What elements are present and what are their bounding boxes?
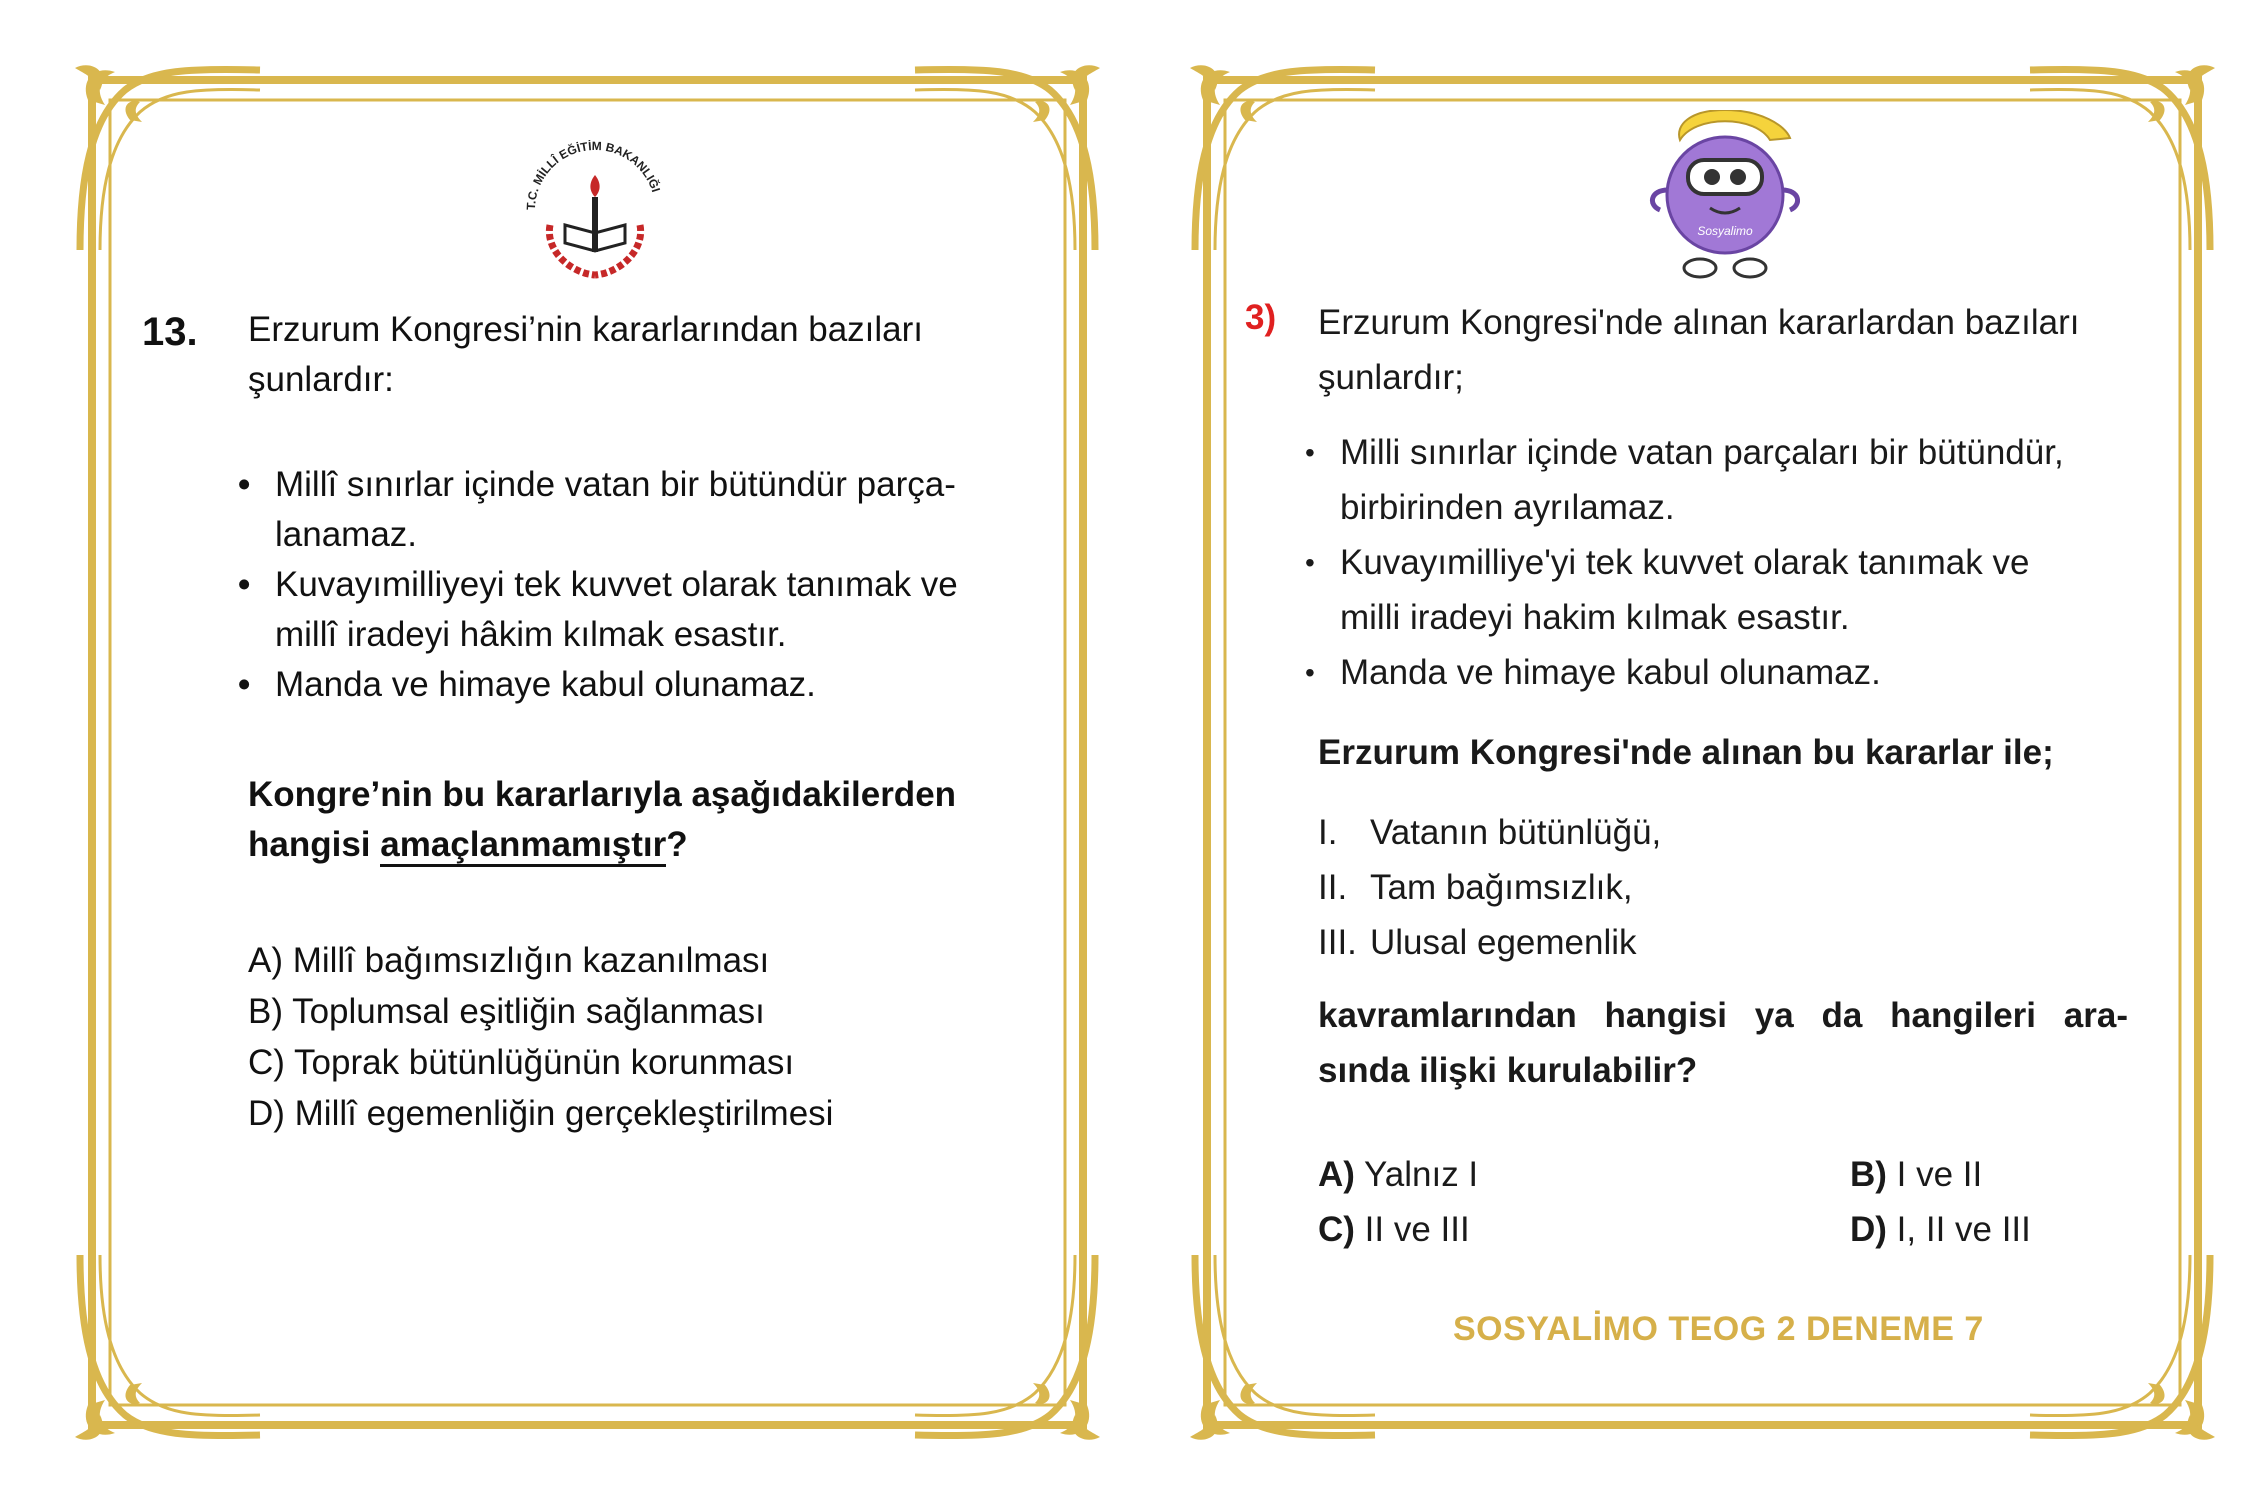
option-c[interactable]: C) Toprak bütünlüğünün korunması [248,1043,795,1082]
list-item: • Kuvayımilliyeyi tek kuvvet olarak tanımak ve millî iradeyi hâkim kılmak esastır. [238,560,1038,660]
roman-list [1318,805,1661,970]
svg-text:T.C. MİLLÎ EĞİTİM BAKANLIĞI: T.C. MİLLÎ EĞİTİM BAKANLIĞI [523,138,664,211]
svg-text:Sosyalimo: Sosyalimo [1697,224,1753,238]
question-text-line-1: Erzurum Kongresi’nin kararlarından bazıları [248,310,924,349]
question-card-right [1185,60,2220,1445]
question-text-line-1: Erzurum Kongresi'nde alınan kararlardan bazıları [1318,303,2080,342]
question-number: 3) [1245,298,1277,337]
answer-options [248,935,833,1139]
question-text-line-2: şunlardır: [248,360,394,399]
roman-item: I. Vatanın bütünlüğü, [1318,813,1662,852]
list-item: • Millî sınırlar içinde vatan bir bütündür parça- lanamaz. [238,460,1038,560]
meb-logo [515,125,675,285]
list-item: • Manda ve himaye kabul olunamaz. [238,660,1038,710]
lead-text: Erzurum Kongresi'nde alınan bu kararlar ile; [1318,733,2054,772]
option-c[interactable]: C) II ve III [1318,1210,1470,1249]
option-d[interactable]: D) I, II ve III [1850,1210,2031,1249]
option-a[interactable]: A) Millî bağımsızlığın kazanılması [248,941,770,980]
list-item: • Manda ve himaye kabul olunamaz. [1305,645,2095,700]
list-item: • Kuvayımilliye'yi tek kuvvet olarak tanımak ve milli iradeyi hakim kılmak esastır. [1305,535,2095,645]
option-b[interactable]: B) I ve II [1850,1155,1983,1194]
decision-list [238,460,1038,710]
question-number: 13. [142,310,198,354]
option-d[interactable]: D) Millî egemenliğin gerçekleştirilmesi [248,1094,834,1133]
underlined-keyword: amaçlanmamıştır [380,825,666,867]
question-stem-line-2: sında ilişki kurulabilir? [1318,1051,1698,1090]
mascot-icon [1640,110,1805,285]
question-text-line-2: şunlardır; [1318,358,1464,397]
list-item: • Milli sınırlar içinde vatan parçaları bir bütündür, birbirinden ayrılamaz. [1305,425,2095,535]
question-stem: Kongre’nin bu kararlarıyla aşağıdakilerden hangisi amaçlanmamıştır? [248,770,956,870]
question-stem-line-1: kavramlarından hangisi ya da hangileri ara- [1318,996,2128,1035]
roman-item: III. Ulusal egemenlik [1318,923,1637,962]
question-card-left [70,60,1105,1445]
option-b[interactable]: B) Toplumsal eşitliğin sağlanması [248,992,765,1031]
decision-list [1305,425,2095,700]
option-a[interactable]: A) Yalnız I [1318,1155,1479,1194]
roman-item: II. Tam bağımsızlık, [1318,868,1633,907]
footer-label: SOSYALİMO TEOG 2 DENEME 7 [1453,1310,1984,1348]
